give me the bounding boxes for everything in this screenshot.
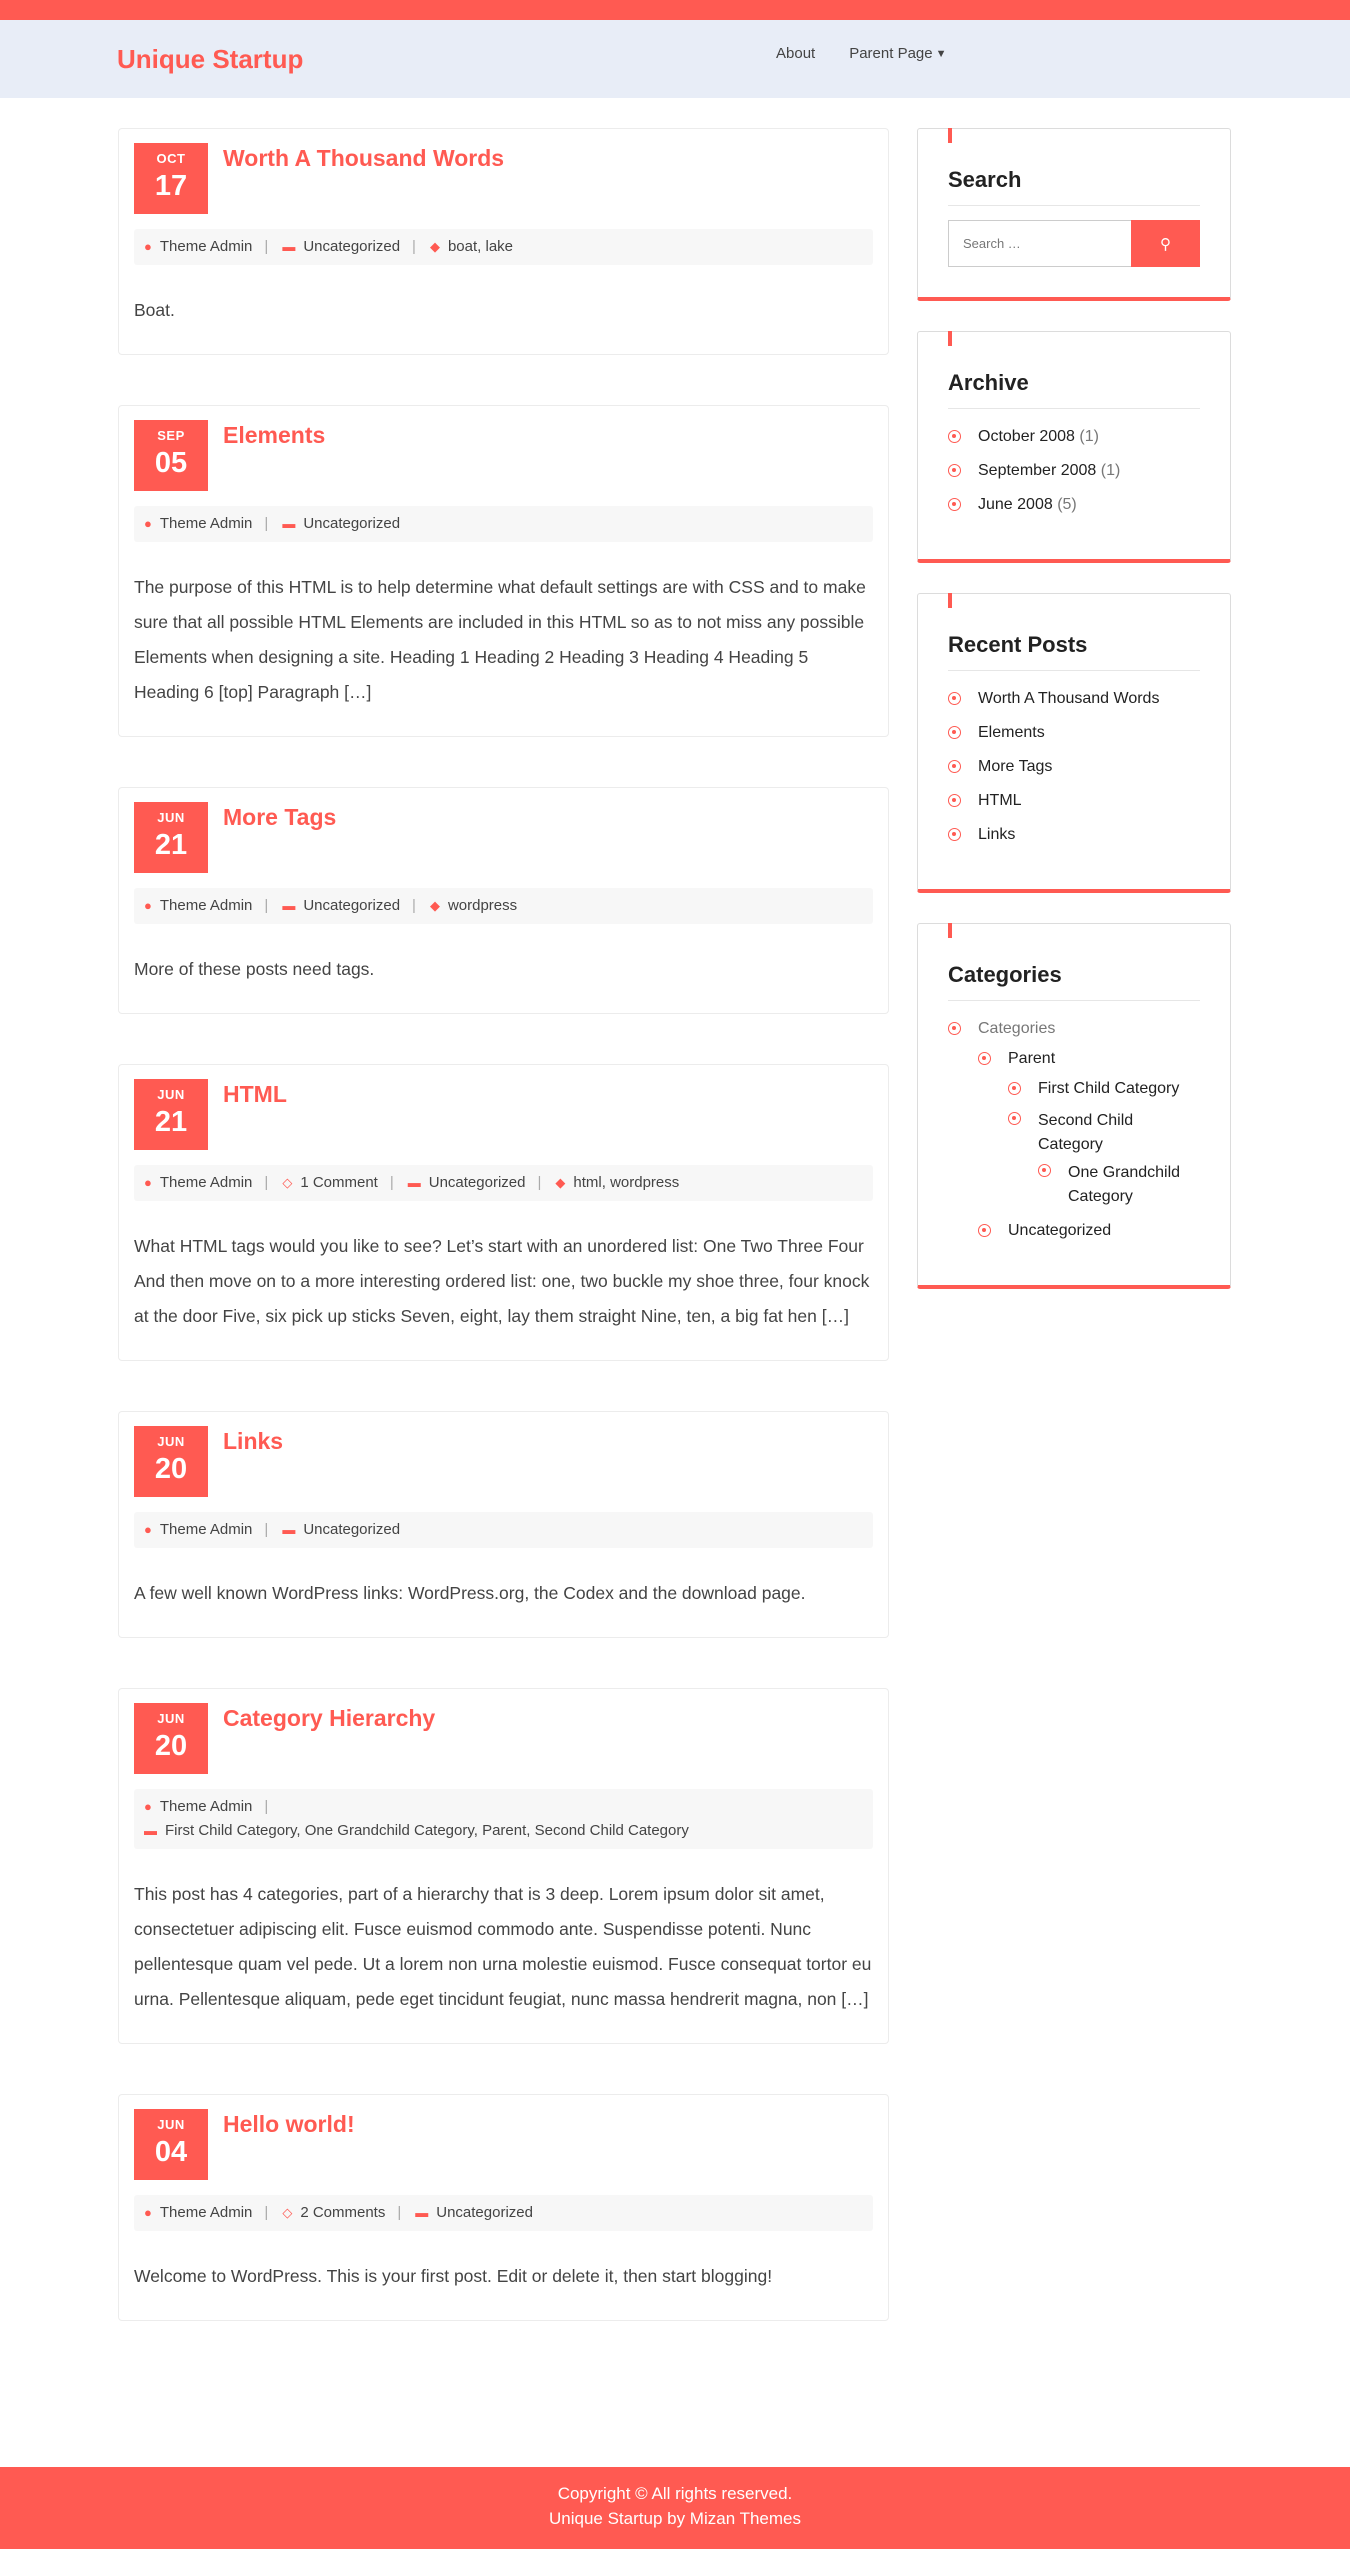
- bullet-icon: [1038, 1164, 1051, 1177]
- recent-post-label: More Tags: [978, 758, 1053, 775]
- user-icon: ●: [144, 898, 152, 913]
- recent-post-label: Links: [978, 826, 1016, 843]
- post-title[interactable]: Links: [223, 1428, 284, 1454]
- main-nav: [776, 44, 981, 64]
- post-tags[interactable]: wordpress: [447, 897, 518, 914]
- user-icon: ●: [144, 516, 152, 531]
- category-item-parent[interactable]: [978, 1049, 1200, 1209]
- bullet-icon: [948, 760, 961, 773]
- post-header: [134, 420, 873, 491]
- post-header: [134, 143, 873, 214]
- category-item-second-child[interactable]: [1008, 1109, 1200, 1209]
- archive-item[interactable]: [948, 461, 1200, 481]
- posts-column: [118, 128, 889, 2371]
- search-form: [948, 220, 1200, 267]
- post-date-badge: [134, 1703, 208, 1774]
- post-card: [118, 405, 889, 737]
- sidebar: [917, 128, 1231, 1319]
- post-categories[interactable]: Uncategorized: [303, 897, 401, 914]
- bullet-icon: [948, 430, 961, 443]
- archive-count: (1): [1100, 462, 1121, 479]
- post-meta: [134, 229, 873, 265]
- category-item-first-child[interactable]: [1008, 1079, 1200, 1099]
- search-icon: ⚲: [1160, 235, 1171, 253]
- post-date-badge: [134, 2109, 208, 2180]
- meta-separator: |: [264, 897, 269, 914]
- nav-item-label: Parent Page: [849, 45, 933, 62]
- post-meta: [134, 2195, 873, 2231]
- recent-post-item[interactable]: [948, 757, 1200, 777]
- footer-copyright: Copyright © All rights reserved.: [557, 2484, 793, 2503]
- bullet-icon: [948, 1022, 961, 1035]
- category-label: First Child Category: [1038, 1080, 1180, 1097]
- post-categories[interactable]: Uncategorized: [436, 2204, 533, 2221]
- post-tags[interactable]: boat, lake: [447, 238, 513, 255]
- recent-post-item[interactable]: [948, 689, 1200, 709]
- post-meta: [134, 1512, 873, 1548]
- user-icon: ●: [144, 239, 152, 254]
- post-card: [118, 2094, 889, 2321]
- user-icon: ●: [144, 2205, 152, 2220]
- category-label: Parent: [1008, 1050, 1056, 1067]
- bullet-icon: [978, 1224, 991, 1237]
- post-excerpt: More of these posts need tags.: [134, 959, 375, 979]
- search-widget: [917, 128, 1231, 301]
- post-header: [134, 1079, 873, 1150]
- user-icon: ●: [144, 1799, 152, 1814]
- folder-icon: ▬: [282, 239, 296, 254]
- widget-title: Categories: [948, 962, 1200, 1001]
- meta-separator: |: [537, 1174, 542, 1191]
- post-date-badge: [134, 1426, 208, 1497]
- post-excerpt: Welcome to WordPress. This is your first post. Edit or delete it, then start blogging!: [134, 2266, 773, 2286]
- caret-down-icon: ▼: [935, 48, 947, 60]
- post-date-day: 21: [154, 1106, 188, 1138]
- bullet-icon: [1008, 1082, 1021, 1095]
- bullet-icon: [948, 726, 961, 739]
- post-date-badge: [134, 802, 208, 873]
- category-label: Uncategorized: [1008, 1222, 1112, 1239]
- nav-item-parent-page[interactable]: [849, 44, 946, 64]
- folder-icon: ▬: [282, 1522, 296, 1537]
- post-header: [134, 1426, 873, 1497]
- site-title[interactable]: Unique Startup: [117, 44, 304, 74]
- post-comments[interactable]: 2 Comments: [300, 2204, 386, 2221]
- bullet-icon: [948, 498, 961, 511]
- post-author[interactable]: Theme Admin: [159, 2204, 253, 2221]
- post-card: [118, 1064, 889, 1361]
- archive-item[interactable]: [948, 427, 1200, 447]
- folder-icon: ▬: [144, 1823, 157, 1838]
- nav-item-about[interactable]: About: [776, 45, 816, 62]
- widget-title: Search: [948, 167, 1200, 206]
- tag-icon: ◆: [429, 239, 440, 254]
- meta-separator: |: [389, 1174, 394, 1191]
- post-card: [118, 787, 889, 1014]
- search-input[interactable]: [948, 220, 1131, 267]
- recent-post-label: Elements: [978, 724, 1045, 741]
- post-title[interactable]: Worth A Thousand Words: [223, 145, 505, 171]
- archive-list: [948, 427, 1200, 515]
- post-author[interactable]: Theme Admin: [159, 1174, 253, 1191]
- post-excerpt: This post has 4 categories, part of a hierarchy that is 3 deep. Lorem ipsum dolor sit amet, consectetuer adipiscing elit. Fusce euismod commodo ante. Suspendisse potenti. Nunc pellentesque quam vel pede. Ut a lorem non urna molestie euismod. Fusce consequat tortor eu urna. Pellentesque aliquam, pede eget tincidunt feugiat, nunc massa hendrerit magna, non […]: [134, 1884, 872, 2009]
- comments-icon: ◇: [282, 1175, 293, 1190]
- post-author[interactable]: Theme Admin: [159, 1521, 253, 1538]
- post-date-day: 17: [154, 170, 188, 202]
- post-title[interactable]: Hello world!: [223, 2111, 355, 2137]
- post-date-month: JUN: [157, 1434, 185, 1449]
- top-accent-bar: [0, 0, 1350, 20]
- bullet-icon: [978, 1052, 991, 1065]
- post-categories[interactable]: Uncategorized: [303, 238, 401, 255]
- post-date-month: JUN: [157, 810, 185, 825]
- post-meta: [134, 1165, 873, 1201]
- bullet-icon: [1008, 1112, 1021, 1125]
- post-title[interactable]: Category Hierarchy: [223, 1705, 436, 1731]
- post-categories[interactable]: First Child Category, One Grandchild Category, Parent, Second Child Category: [165, 1822, 689, 1839]
- archive-label: June 2008: [978, 496, 1053, 513]
- bullet-icon: [948, 828, 961, 841]
- post-author[interactable]: Theme Admin: [159, 238, 253, 255]
- widget-title: Recent Posts: [948, 632, 1200, 671]
- site-header: [0, 20, 1350, 98]
- post-date-month: JUN: [157, 1087, 185, 1102]
- category-item-uncategorized[interactable]: [978, 1221, 1200, 1241]
- post-date-month: JUN: [157, 2117, 185, 2132]
- bullet-icon: [948, 464, 961, 477]
- meta-separator: |: [264, 1798, 269, 1815]
- post-meta: [134, 506, 873, 542]
- post-comments[interactable]: 1 Comment: [300, 1174, 378, 1191]
- search-button[interactable]: [1131, 220, 1200, 267]
- post-excerpt: Boat.: [134, 300, 175, 320]
- post-card: [118, 128, 889, 355]
- archive-label: October 2008: [978, 428, 1075, 445]
- meta-separator: |: [264, 1521, 269, 1538]
- post-date-badge: [134, 420, 208, 491]
- meta-separator: |: [264, 238, 269, 255]
- recent-post-label: HTML: [978, 792, 1022, 809]
- post-categories[interactable]: Uncategorized: [428, 1174, 526, 1191]
- archive-label: September 2008: [978, 462, 1097, 479]
- archive-widget: [917, 331, 1231, 563]
- folder-icon: ▬: [407, 1175, 421, 1190]
- recent-post-label: Worth A Thousand Words: [978, 690, 1160, 707]
- meta-separator: |: [264, 2204, 269, 2221]
- post-categories[interactable]: Uncategorized: [303, 1521, 401, 1538]
- post-author[interactable]: Theme Admin: [159, 1798, 253, 1815]
- archive-count: (5): [1057, 496, 1077, 513]
- post-author[interactable]: Theme Admin: [159, 515, 253, 532]
- post-date-day: 04: [154, 2136, 188, 2168]
- meta-separator: |: [264, 515, 269, 532]
- post-excerpt: What HTML tags would you like to see? Let’s start with an unordered list: One Two Three Four And then move on to a more interesting ordered list: one, two buckle my shoe three, four knock at the door Five, six pick up sticks Seven, eight, lay them straight Nine, ten, a big fat hen […]: [134, 1236, 870, 1326]
- categories-widget: [917, 923, 1231, 1289]
- recent-posts-widget: [917, 593, 1231, 893]
- post-date-badge: [134, 1079, 208, 1150]
- post-title[interactable]: More Tags: [223, 804, 337, 830]
- post-card: [118, 1411, 889, 1638]
- archive-item[interactable]: [948, 495, 1200, 515]
- category-label: Second Child Category: [1038, 1112, 1134, 1153]
- meta-separator: |: [397, 2204, 402, 2221]
- post-date-month: OCT: [156, 151, 186, 166]
- post-author[interactable]: Theme Admin: [159, 897, 253, 914]
- recent-post-item[interactable]: [948, 825, 1200, 845]
- meta-separator: |: [412, 238, 416, 255]
- post-date-month: SEP: [157, 428, 185, 443]
- post-date-badge: [134, 143, 208, 214]
- tag-icon: ◆: [429, 898, 440, 913]
- archive-count: (1): [1079, 428, 1099, 445]
- widget-title: Archive: [948, 370, 1200, 409]
- meta-separator: |: [412, 897, 416, 914]
- categories-list: [948, 1019, 1200, 1241]
- folder-icon: ▬: [282, 516, 296, 531]
- post-title[interactable]: Elements: [223, 422, 326, 448]
- post-date-day: 20: [154, 1730, 188, 1762]
- category-label: Categories: [978, 1020, 1056, 1037]
- post-tags[interactable]: html, wordpress: [573, 1174, 680, 1191]
- post-meta: [134, 1789, 873, 1849]
- recent-post-item[interactable]: [948, 723, 1200, 743]
- post-card: [118, 1688, 889, 2044]
- user-icon: ●: [144, 1175, 152, 1190]
- category-label: One Grandchild Category: [1068, 1164, 1181, 1205]
- bullet-icon: [948, 692, 961, 705]
- comments-icon: ◇: [282, 2205, 293, 2220]
- post-categories[interactable]: Uncategorized: [303, 515, 401, 532]
- post-date-day: 20: [154, 1453, 188, 1485]
- recent-posts-list: [948, 689, 1200, 845]
- user-icon: ●: [144, 1522, 152, 1537]
- post-date-day: 05: [154, 447, 188, 479]
- post-title[interactable]: HTML: [223, 1081, 287, 1107]
- folder-icon: ▬: [282, 898, 296, 913]
- bullet-icon: [948, 794, 961, 807]
- post-date-day: 21: [154, 829, 188, 861]
- meta-separator: |: [264, 1174, 269, 1191]
- site-footer: [0, 2467, 1350, 2549]
- category-item-root: [948, 1019, 1200, 1241]
- folder-icon: ▬: [415, 2205, 429, 2220]
- post-meta: [134, 888, 873, 924]
- category-item-grandchild[interactable]: [1038, 1161, 1200, 1209]
- post-excerpt: A few well known WordPress links: WordPress.org, the Codex and the download page.: [134, 1583, 806, 1603]
- footer-credit[interactable]: Unique Startup by Mizan Themes: [549, 2509, 801, 2528]
- post-date-month: JUN: [157, 1711, 185, 1726]
- post-header: [134, 802, 873, 873]
- recent-post-item[interactable]: [948, 791, 1200, 811]
- post-header: [134, 1703, 873, 1774]
- post-header: [134, 2109, 873, 2180]
- post-excerpt: The purpose of this HTML is to help determine what default settings are with CSS and to make sure that all possible HTML Elements are included in this HTML so as to not miss any possible Elements when designing a site. Heading 1 Heading 2 Heading 3 Heading 4 Heading 5 Heading 6 [top] Paragraph […]: [134, 577, 866, 702]
- tag-icon: ◆: [555, 1175, 566, 1190]
